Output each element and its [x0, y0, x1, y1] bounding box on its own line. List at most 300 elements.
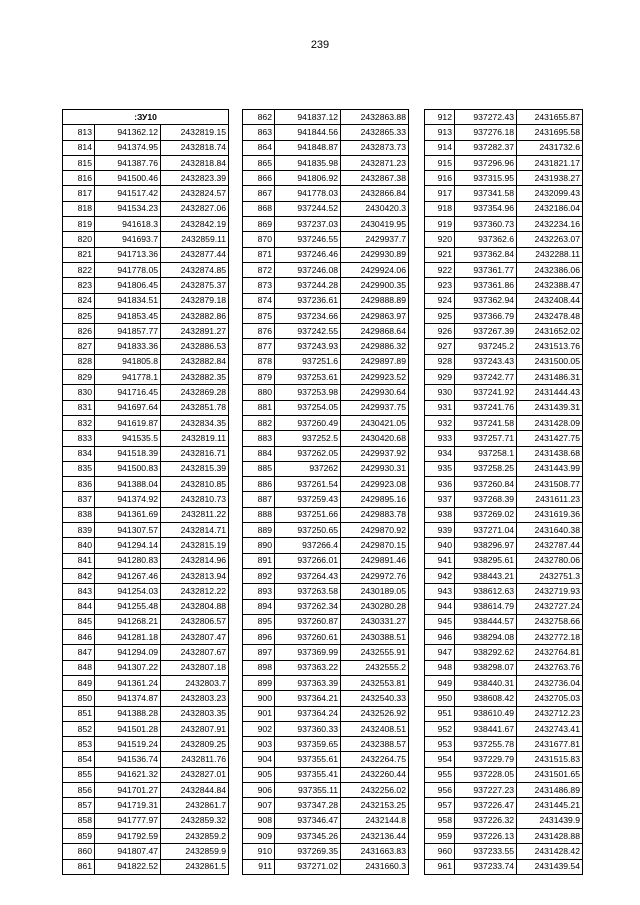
table-row — [63, 477, 229, 492]
y-coordinate-cell: 2432863.88 — [341, 110, 409, 125]
y-coordinate-cell: 2431439.54 — [517, 859, 583, 874]
point-number-cell: 879 — [243, 370, 275, 385]
y-coordinate-cell: 2432264.75 — [341, 752, 409, 767]
table-row — [63, 523, 229, 538]
x-coordinate-cell: 937252.5 — [275, 431, 341, 446]
table-row — [243, 599, 409, 614]
point-number-cell: 852 — [63, 721, 95, 736]
x-coordinate-cell: 938443.21 — [455, 568, 517, 583]
x-coordinate-cell: 937296.96 — [455, 155, 517, 170]
table-row — [425, 171, 583, 186]
x-coordinate-cell: 941294.09 — [95, 645, 161, 660]
y-coordinate-cell: 2429937.7 — [341, 232, 409, 247]
x-coordinate-cell: 937315.95 — [455, 171, 517, 186]
point-number-cell: 872 — [243, 262, 275, 277]
y-coordinate-cell: 2432867.38 — [341, 171, 409, 186]
x-coordinate-cell: 941778.1 — [95, 370, 161, 385]
table-row — [243, 828, 409, 843]
point-number-cell: 935 — [425, 461, 455, 476]
point-number-cell: 855 — [63, 767, 95, 782]
y-coordinate-cell: 2432736.04 — [517, 675, 583, 690]
x-coordinate-cell: 937246.46 — [275, 247, 341, 262]
point-number-cell: 835 — [63, 461, 95, 476]
y-coordinate-cell: 2432877.44 — [161, 247, 229, 262]
table-row — [243, 523, 409, 538]
point-number-cell: 902 — [243, 721, 275, 736]
x-coordinate-cell: 941267.46 — [95, 568, 161, 583]
x-coordinate-cell: 937276.18 — [455, 125, 517, 140]
point-number-cell: 848 — [63, 660, 95, 675]
point-number-cell: 824 — [63, 293, 95, 308]
point-number-cell: 947 — [425, 645, 455, 660]
y-coordinate-cell: 2432806.57 — [161, 614, 229, 629]
x-coordinate-cell: 937282.37 — [455, 140, 517, 155]
y-coordinate-cell: 2431660.3 — [341, 859, 409, 874]
y-coordinate-cell: 2432804.88 — [161, 599, 229, 614]
table-row — [63, 721, 229, 736]
y-coordinate-cell: 2429895.16 — [341, 492, 409, 507]
point-number-cell: 940 — [425, 538, 455, 553]
x-coordinate-cell: 937226.32 — [455, 813, 517, 828]
table-row — [243, 354, 409, 369]
x-coordinate-cell: 937363.39 — [275, 675, 341, 690]
x-coordinate-cell: 941281.18 — [95, 630, 161, 645]
table-row — [63, 461, 229, 476]
point-number-cell: 905 — [243, 767, 275, 782]
table-row — [425, 767, 583, 782]
table-row — [243, 446, 409, 461]
y-coordinate-cell: 2432727.24 — [517, 599, 583, 614]
table-row — [63, 599, 229, 614]
x-coordinate-cell: 941536.74 — [95, 752, 161, 767]
table-row — [243, 737, 409, 752]
table-row — [425, 278, 583, 293]
x-coordinate-cell: 937355.61 — [275, 752, 341, 767]
y-coordinate-cell: 2431640.38 — [517, 523, 583, 538]
x-coordinate-cell: 941621.32 — [95, 767, 161, 782]
y-coordinate-cell: 2431652.02 — [517, 324, 583, 339]
table-row — [243, 110, 409, 125]
point-number-cell: 864 — [243, 140, 275, 155]
table-row — [425, 599, 583, 614]
y-coordinate-cell: 2432234.16 — [517, 217, 583, 232]
y-coordinate-cell: 2432823.39 — [161, 171, 229, 186]
x-coordinate-cell: 937250.65 — [275, 523, 341, 538]
table-row — [425, 828, 583, 843]
table-row — [243, 706, 409, 721]
y-coordinate-cell: 2429868.64 — [341, 324, 409, 339]
y-coordinate-cell: 2429924.06 — [341, 262, 409, 277]
y-coordinate-cell: 2429900.35 — [341, 278, 409, 293]
x-coordinate-cell: 941778.03 — [275, 186, 341, 201]
point-number-cell: 834 — [63, 446, 95, 461]
point-number-cell: 819 — [63, 217, 95, 232]
x-coordinate-cell: 937244.28 — [275, 278, 341, 293]
table-row — [63, 584, 229, 599]
x-coordinate-cell: 937228.05 — [455, 767, 517, 782]
x-coordinate-cell: 941822.52 — [95, 859, 161, 874]
y-coordinate-cell: 2430388.51 — [341, 630, 409, 645]
y-coordinate-cell: 2432811.76 — [161, 752, 229, 767]
table-row — [63, 232, 229, 247]
point-number-cell: 815 — [63, 155, 95, 170]
table-row — [243, 385, 409, 400]
x-coordinate-cell: 937361.77 — [455, 262, 517, 277]
y-coordinate-cell: 2431445.21 — [517, 798, 583, 813]
point-number-cell: 954 — [425, 752, 455, 767]
point-number-cell: 941 — [425, 553, 455, 568]
point-number-cell: 871 — [243, 247, 275, 262]
x-coordinate-cell: 938294.08 — [455, 630, 517, 645]
point-number-cell: 839 — [63, 523, 95, 538]
table-row — [243, 370, 409, 385]
x-coordinate-cell: 941268.21 — [95, 614, 161, 629]
x-coordinate-cell: 937251.66 — [275, 507, 341, 522]
y-coordinate-cell: 2432263.07 — [517, 232, 583, 247]
table-row — [63, 217, 229, 232]
y-coordinate-cell: 2432879.18 — [161, 293, 229, 308]
point-number-cell: 944 — [425, 599, 455, 614]
x-coordinate-cell: 937360.33 — [275, 721, 341, 736]
y-coordinate-cell: 2429923.08 — [341, 477, 409, 492]
table-row — [243, 691, 409, 706]
table-row — [63, 186, 229, 201]
point-number-cell: 844 — [63, 599, 95, 614]
y-coordinate-cell: 2429886.32 — [341, 339, 409, 354]
x-coordinate-cell: 937260.49 — [275, 415, 341, 430]
y-coordinate-cell: 2431486.89 — [517, 783, 583, 798]
point-number-cell: 939 — [425, 523, 455, 538]
table-row — [425, 752, 583, 767]
table-row — [63, 293, 229, 308]
y-coordinate-cell: 2432763.76 — [517, 660, 583, 675]
point-number-cell: 885 — [243, 461, 275, 476]
y-coordinate-cell: 2432256.02 — [341, 783, 409, 798]
y-coordinate-cell: 2432099.43 — [517, 186, 583, 201]
point-number-cell: 837 — [63, 492, 95, 507]
y-coordinate-cell: 2432810.85 — [161, 477, 229, 492]
table-row — [243, 538, 409, 553]
point-number-cell: 830 — [63, 385, 95, 400]
point-number-cell: 814 — [63, 140, 95, 155]
table-row — [63, 828, 229, 843]
x-coordinate-cell: 937360.73 — [455, 217, 517, 232]
y-coordinate-cell: 2431486.31 — [517, 370, 583, 385]
table-row — [425, 400, 583, 415]
y-coordinate-cell: 2432861.5 — [161, 859, 229, 874]
point-number-cell: 856 — [63, 783, 95, 798]
point-number-cell: 909 — [243, 828, 275, 843]
y-coordinate-cell: 2432807.91 — [161, 721, 229, 736]
y-coordinate-cell: 2431443.99 — [517, 461, 583, 476]
point-number-cell: 832 — [63, 415, 95, 430]
table-row — [63, 370, 229, 385]
table-row — [243, 262, 409, 277]
x-coordinate-cell: 937267.39 — [455, 324, 517, 339]
x-coordinate-cell: 937243.93 — [275, 339, 341, 354]
point-number-cell: 875 — [243, 308, 275, 323]
y-coordinate-cell: 2431732.6 — [517, 140, 583, 155]
point-number-cell: 840 — [63, 538, 95, 553]
x-coordinate-cell: 941361.24 — [95, 675, 161, 690]
point-number-cell: 880 — [243, 385, 275, 400]
x-coordinate-cell: 937262 — [275, 461, 341, 476]
x-coordinate-cell: 938610.49 — [455, 706, 517, 721]
x-coordinate-cell: 937261.54 — [275, 477, 341, 492]
x-coordinate-cell: 941362.12 — [95, 125, 161, 140]
x-coordinate-cell: 941778.05 — [95, 262, 161, 277]
table-row — [63, 155, 229, 170]
table-row — [425, 813, 583, 828]
x-coordinate-cell: 941501.28 — [95, 721, 161, 736]
y-coordinate-cell: 2432526.92 — [341, 706, 409, 721]
y-coordinate-cell: 2432764.81 — [517, 645, 583, 660]
x-coordinate-cell: 941844.56 — [275, 125, 341, 140]
x-coordinate-cell: 938296.97 — [455, 538, 517, 553]
table-row — [63, 614, 229, 629]
x-coordinate-cell: 941792.59 — [95, 828, 161, 843]
table-row — [425, 675, 583, 690]
x-coordinate-cell: 941374.87 — [95, 691, 161, 706]
y-coordinate-cell: 2432815.39 — [161, 461, 229, 476]
table-row — [243, 645, 409, 660]
point-number-cell: 958 — [425, 813, 455, 828]
table-row — [243, 125, 409, 140]
point-number-cell: 867 — [243, 186, 275, 201]
y-coordinate-cell: 2432408.51 — [341, 721, 409, 736]
y-coordinate-cell: 2429930.64 — [341, 385, 409, 400]
x-coordinate-cell: 941807.47 — [95, 844, 161, 859]
table-row — [63, 125, 229, 140]
point-number-cell: 957 — [425, 798, 455, 813]
point-number-cell: 868 — [243, 201, 275, 216]
y-coordinate-cell: 2432780.06 — [517, 553, 583, 568]
table-row — [243, 217, 409, 232]
point-number-cell: 882 — [243, 415, 275, 430]
x-coordinate-cell: 941255.48 — [95, 599, 161, 614]
x-coordinate-cell: 941307.22 — [95, 660, 161, 675]
x-coordinate-cell: 937241.92 — [455, 385, 517, 400]
table-row — [243, 767, 409, 782]
y-coordinate-cell: 2431427.75 — [517, 431, 583, 446]
point-number-cell: 849 — [63, 675, 95, 690]
page-number: 239 — [310, 39, 330, 51]
table-row — [425, 798, 583, 813]
point-number-cell: 955 — [425, 767, 455, 782]
table-row — [425, 691, 583, 706]
y-coordinate-cell: 2432813.94 — [161, 568, 229, 583]
table-row — [425, 783, 583, 798]
y-coordinate-cell: 2430331.27 — [341, 614, 409, 629]
y-coordinate-cell: 2429891.46 — [341, 553, 409, 568]
table-row — [243, 798, 409, 813]
table-row — [425, 446, 583, 461]
point-number-cell: 930 — [425, 385, 455, 400]
x-coordinate-cell: 941805.8 — [95, 354, 161, 369]
table-row — [425, 461, 583, 476]
point-number-cell: 889 — [243, 523, 275, 538]
y-coordinate-cell: 2432812.22 — [161, 584, 229, 599]
point-number-cell: 886 — [243, 477, 275, 492]
point-number-cell: 912 — [425, 110, 455, 125]
y-coordinate-cell: 2432865.33 — [341, 125, 409, 140]
table-row — [63, 660, 229, 675]
table-row — [63, 568, 229, 583]
x-coordinate-cell: 937271.04 — [455, 523, 517, 538]
y-coordinate-cell: 2432743.41 — [517, 721, 583, 736]
point-number-cell: 869 — [243, 217, 275, 232]
table-row — [63, 339, 229, 354]
point-number-cell: 870 — [243, 232, 275, 247]
table-row — [425, 385, 583, 400]
x-coordinate-cell: 937263.58 — [275, 584, 341, 599]
point-number-cell: 906 — [243, 783, 275, 798]
table-row — [425, 232, 583, 247]
point-number-cell: 949 — [425, 675, 455, 690]
x-coordinate-cell: 941294.14 — [95, 538, 161, 553]
y-coordinate-cell: 2430189.05 — [341, 584, 409, 599]
y-coordinate-cell: 2432807.47 — [161, 630, 229, 645]
x-coordinate-cell: 937234.66 — [275, 308, 341, 323]
x-coordinate-cell: 937268.39 — [455, 492, 517, 507]
point-number-cell: 922 — [425, 262, 455, 277]
table-row — [425, 660, 583, 675]
table-row — [425, 155, 583, 170]
table-row — [425, 844, 583, 859]
point-number-cell: 842 — [63, 568, 95, 583]
point-number-cell: 916 — [425, 171, 455, 186]
point-number-cell: 903 — [243, 737, 275, 752]
point-number-cell: 858 — [63, 813, 95, 828]
x-coordinate-cell: 937253.98 — [275, 385, 341, 400]
x-coordinate-cell: 941388.04 — [95, 477, 161, 492]
x-coordinate-cell: 941307.57 — [95, 523, 161, 538]
y-coordinate-cell: 2431438.68 — [517, 446, 583, 461]
table-row — [63, 324, 229, 339]
table-row — [63, 645, 229, 660]
point-number-cell: 927 — [425, 339, 455, 354]
y-coordinate-cell: 2432153.25 — [341, 798, 409, 813]
y-coordinate-cell: 2432705.03 — [517, 691, 583, 706]
point-number-cell: 904 — [243, 752, 275, 767]
x-coordinate-cell: 937359.65 — [275, 737, 341, 752]
y-coordinate-cell: 2432810.73 — [161, 492, 229, 507]
point-number-cell: 833 — [63, 431, 95, 446]
x-coordinate-cell: 937233.74 — [455, 859, 517, 874]
x-coordinate-cell: 941535.5 — [95, 431, 161, 446]
x-coordinate-cell: 941806.45 — [95, 278, 161, 293]
y-coordinate-cell: 2432478.48 — [517, 308, 583, 323]
y-coordinate-cell: 2432807.18 — [161, 660, 229, 675]
table-row — [63, 308, 229, 323]
table-row — [243, 859, 409, 874]
x-coordinate-cell: 937244.52 — [275, 201, 341, 216]
y-coordinate-cell: 2431428.88 — [517, 828, 583, 843]
table-row — [63, 140, 229, 155]
y-coordinate-cell: 2429897.89 — [341, 354, 409, 369]
y-coordinate-cell: 2432859.2 — [161, 828, 229, 843]
y-coordinate-cell: 2431501.65 — [517, 767, 583, 782]
table-row — [63, 171, 229, 186]
y-coordinate-cell: 2429930.31 — [341, 461, 409, 476]
table-row — [425, 737, 583, 752]
x-coordinate-cell: 937241.76 — [455, 400, 517, 415]
y-coordinate-cell: 2429870.15 — [341, 538, 409, 553]
point-number-cell: 859 — [63, 828, 95, 843]
table-row — [425, 293, 583, 308]
x-coordinate-cell: 941374.95 — [95, 140, 161, 155]
x-coordinate-cell: 941280.83 — [95, 553, 161, 568]
y-coordinate-cell: 2431655.87 — [517, 110, 583, 125]
point-number-cell: 857 — [63, 798, 95, 813]
point-number-cell: 897 — [243, 645, 275, 660]
y-coordinate-cell: 2431695.58 — [517, 125, 583, 140]
point-number-cell: 892 — [243, 568, 275, 583]
x-coordinate-cell: 937347.28 — [275, 798, 341, 813]
table-row — [425, 568, 583, 583]
x-coordinate-cell: 941619.87 — [95, 415, 161, 430]
x-coordinate-cell: 937236.61 — [275, 293, 341, 308]
table-row — [425, 553, 583, 568]
y-coordinate-cell: 2432844.84 — [161, 783, 229, 798]
x-coordinate-cell: 937362.84 — [455, 247, 517, 262]
x-coordinate-cell: 941833.36 — [95, 339, 161, 354]
point-number-cell: 938 — [425, 507, 455, 522]
x-coordinate-cell: 941697.64 — [95, 400, 161, 415]
point-number-cell: 895 — [243, 614, 275, 629]
x-coordinate-cell: 937266.01 — [275, 553, 341, 568]
x-coordinate-cell: 937242.77 — [455, 370, 517, 385]
table-row — [63, 783, 229, 798]
point-number-cell: 888 — [243, 507, 275, 522]
point-number-cell: 851 — [63, 706, 95, 721]
table-row — [425, 492, 583, 507]
x-coordinate-cell: 941618.3 — [95, 217, 161, 232]
table-row — [425, 324, 583, 339]
table-row — [63, 431, 229, 446]
point-number-cell: 937 — [425, 492, 455, 507]
x-coordinate-cell: 941693.7 — [95, 232, 161, 247]
point-number-cell: 907 — [243, 798, 275, 813]
y-coordinate-cell: 2431677.81 — [517, 737, 583, 752]
table-row — [425, 140, 583, 155]
point-number-cell: 896 — [243, 630, 275, 645]
y-coordinate-cell: 2432882.84 — [161, 354, 229, 369]
x-coordinate-cell: 937269.35 — [275, 844, 341, 859]
point-number-cell: 825 — [63, 308, 95, 323]
x-coordinate-cell: 937369.99 — [275, 645, 341, 660]
y-coordinate-cell: 2431428.09 — [517, 415, 583, 430]
x-coordinate-cell: 937246.55 — [275, 232, 341, 247]
y-coordinate-cell: 2430420.68 — [341, 431, 409, 446]
point-number-cell: 921 — [425, 247, 455, 262]
y-coordinate-cell: 2432811.22 — [161, 507, 229, 522]
point-number-cell: 853 — [63, 737, 95, 752]
x-coordinate-cell: 937233.55 — [455, 844, 517, 859]
y-coordinate-cell: 2432809.25 — [161, 737, 229, 752]
x-coordinate-cell: 941806.92 — [275, 171, 341, 186]
x-coordinate-cell: 937345.26 — [275, 828, 341, 843]
x-coordinate-cell: 941518.39 — [95, 446, 161, 461]
point-number-cell: 910 — [243, 844, 275, 859]
table-row — [425, 262, 583, 277]
table-row — [63, 400, 229, 415]
point-number-cell: 898 — [243, 660, 275, 675]
y-coordinate-cell: 2432386.06 — [517, 262, 583, 277]
x-coordinate-cell: 937355.11 — [275, 783, 341, 798]
y-coordinate-cell: 2429888.89 — [341, 293, 409, 308]
point-number-cell: 878 — [243, 354, 275, 369]
